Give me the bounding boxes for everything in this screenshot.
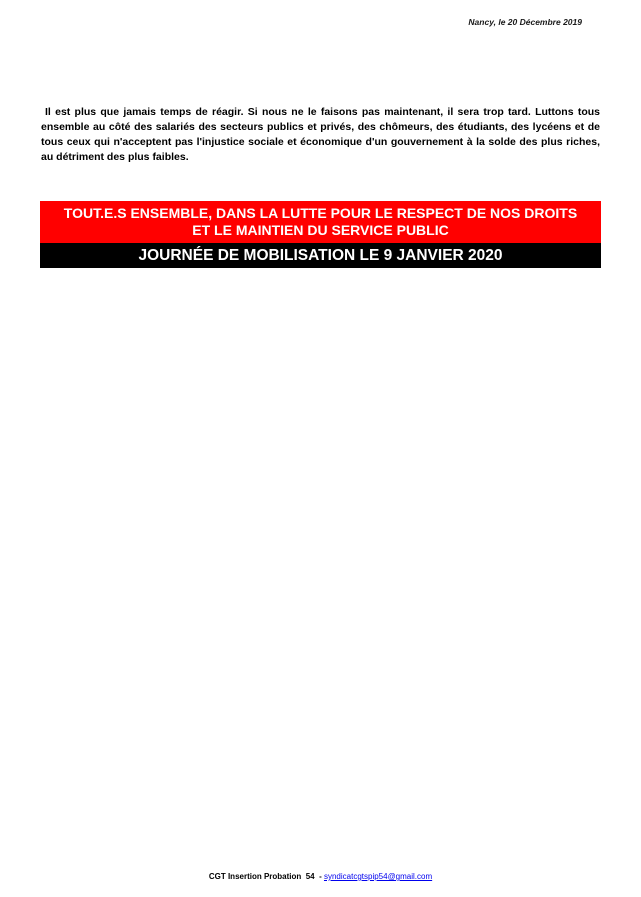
- footer-email-link[interactable]: syndicatcgtspip54@gmail.com: [323, 872, 433, 881]
- mobilisation-banner-red: [40, 201, 601, 243]
- footer: [0, 872, 641, 881]
- banner-red-line-2: ET LE MAINTIEN DU SERVICE PUBLIC: [192, 222, 449, 238]
- banner-red-line-1: TOUT.E.S ENSEMBLE, DANS LA LUTTE POUR LE RESPECT DE NOS DROITS: [63, 205, 578, 221]
- mobilisation-date-banner: JOURNÉE DE MOBILISATION LE 9 JANVIER 2020: [40, 243, 601, 268]
- document-date: Nancy, le 20 Décembre 2019: [468, 17, 582, 27]
- footer-org: CGT Insertion Probation 54 -: [208, 872, 324, 881]
- body-paragraph: Il est plus que jamais temps de réagir. Si nous ne le faisons pas maintenant, il sera trop tard. Luttons tous ensemble au côté des salariés des secteurs publics et privés, des chômeurs, des étudiants, des lycéens et de tous ceux qui n'acceptent pas l'injustice sociale et économique d'un gouvernement à la solde des plus riches, au détriment des plus faibles.: [41, 106, 600, 163]
